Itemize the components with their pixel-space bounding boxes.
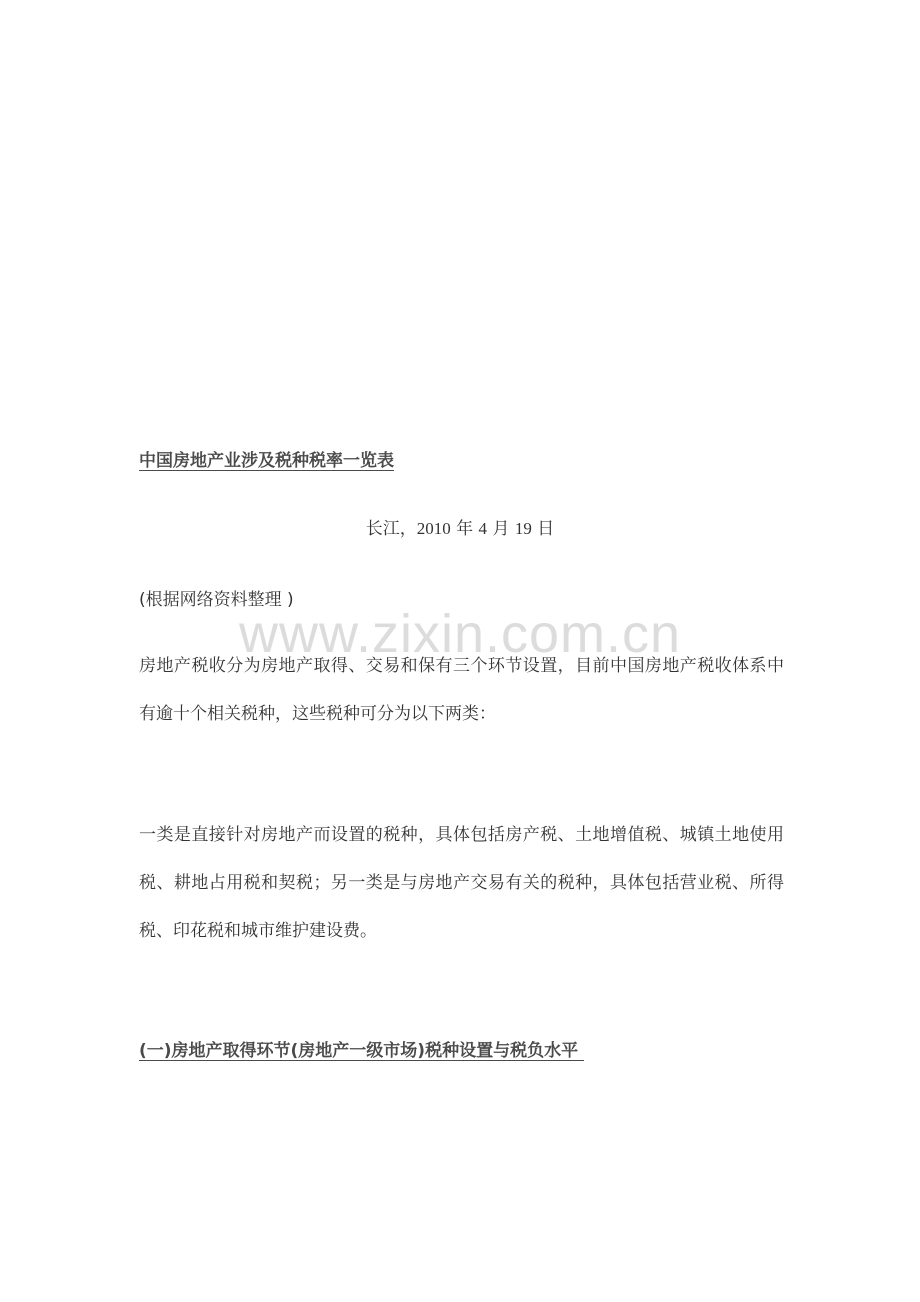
section-heading: (一)房地产取得环节(房地产一级市场)税种设置与税负水平 (139, 1041, 584, 1061)
byline-year: 2010 (416, 519, 451, 538)
byline-year-unit: 年 (450, 519, 479, 539)
source-note: (根据网络资料整理 ) (139, 590, 294, 610)
document-title: 中国房地产业涉及税种税率一览表 (139, 451, 394, 471)
byline-day-unit: 日 (531, 519, 555, 539)
byline-month: 4 (478, 519, 488, 538)
paragraph-categories: 一类是直接针对房地产而设置的税种，具体包括房产税、土地增值税、城镇土地使用税、耕地占用税和契税；另一类是与房地产交易有关的税种，具体包括营业税、所得税、印花税和城市维护建设费。 (139, 825, 784, 941)
paragraph-intro: 房地产税收分为房地产取得、交易和保有三个环节设置，目前中国房地产税收体系中有逾十个相关税种，这些税种可分为以下两类： (139, 656, 784, 724)
byline-month-unit: 月 (487, 519, 515, 539)
byline-author: 长江， (365, 519, 417, 539)
watermark: www.zixin.com.cn (238, 604, 682, 664)
byline-day: 19 (514, 519, 532, 538)
byline (0, 514, 920, 539)
